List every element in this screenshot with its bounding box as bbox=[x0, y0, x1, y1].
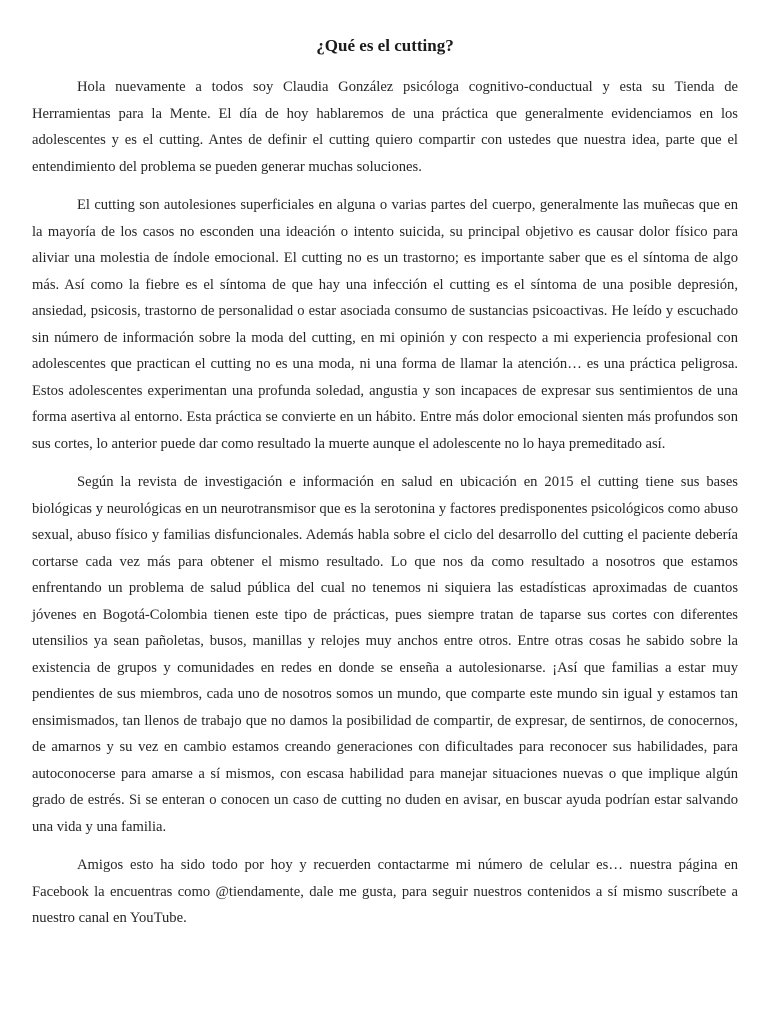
paragraph-intro: Hola nuevamente a todos soy Claudia González psicóloga cognitivo-conductual y esta su Tienda de Herramientas para la Mente. El día de hoy hablaremos de una práctica que generalmente evidenciamos en los adolescentes y es el cutting. Antes de definir el cutting quiero compartir con ustedes que nuestra idea, parte que el entendimiento del problema se pueden generar muchas soluciones. bbox=[32, 79, 738, 175]
document-title: ¿Qué es el cutting? bbox=[316, 36, 454, 55]
paragraph-research: Según la revista de investigación e información en salud en ubicación en 2015 el cutting tiene sus bases biológicas y neurológicas en un neurotransmisor que es la serotonina y factores predisponentes psicológicos como abuso sexual, abuso físico y familias disfuncionales. Además habla sobre el ciclo del desarrollo del cutting el paciente debería cortarse cada vez más para obtener el mismo resultado. Lo que nos da como resultado a nosotros que estamos enfrentando un problema de salud pública del cual no tenemos ni siquiera las estadísticas aproximadas de cuantos jóvenes en Bogotá-Colombia tienen este tipo de prácticas, pues siempre tratan de taparse sus cortes con diferentes utensilios ya sean pañoletas, busos, manillas y relojes muy anchos entre otros. Entre otras cosas he sabido sobre la existencia de grupos y comunidades en redes en donde se enseña a autolesionarse. ¡Así que familias a estar muy pendientes de sus miembros, cada uno de nosotros somos un mundo, que comparte este mundo sin igual y estamos tan ensimismados, tan llenos de trabajo que no damos la posibilidad de compartir, de expresar, de sentirnos, de conocernos, de amarnos y su vez en cambio estamos creando generaciones con dificultades para reconocer sus habilidades, para autoconocerse para amarse a sí mismos, con escasa habilidad para manejar situaciones nuevas o que implique algún grado de estrés. Si se enteran o conocen un caso de cutting no duden en avisar, en buscar ayuda podrían estar salvando una vida y una familia. bbox=[32, 474, 738, 835]
paragraph-definition: El cutting son autolesiones superficiales en alguna o varias partes del cuerpo, generalmente las muñecas que en la mayoría de los casos no esconden una ideación o intento suicida, su principal objetivo es causar dolor físico para aliviar una molestia de índole emocional. El cutting no es un trastorno; es importante saber que es el síntoma de algo más. Así como la fiebre es el síntoma de que hay una infección el cutting es el síntoma de una posible depresión, ansiedad, psicosis, trastorno de personalidad o estar asociada consumo de sustancias psicoactivas. He leído y escuchado sin número de información sobre la moda del cutting, en mi opinión y con respecto a mi experiencia profesional con adolescentes que practican el cutting no es una moda, ni una forma de llamar la atención… es una práctica peligrosa. Estos adolescentes experimentan una profunda soledad, angustia y son incapaces de expresar sus sentimientos de una forma asertiva al entorno. Esta práctica se convierte en un hábito. Entre más dolor emocional sienten más profundos son sus cortes, lo anterior puede dar como resultado la muerte aunque el adolescente no lo haya premeditado así. bbox=[32, 197, 738, 452]
paragraph-closing: Amigos esto ha sido todo por hoy y recuerden contactarme mi número de celular es… nuestra página en Facebook la encuentras como @tiendamente, dale me gusta, para seguir nuestros contenidos a sí mismo suscríbete a nuestro canal en YouTube. bbox=[32, 857, 738, 926]
